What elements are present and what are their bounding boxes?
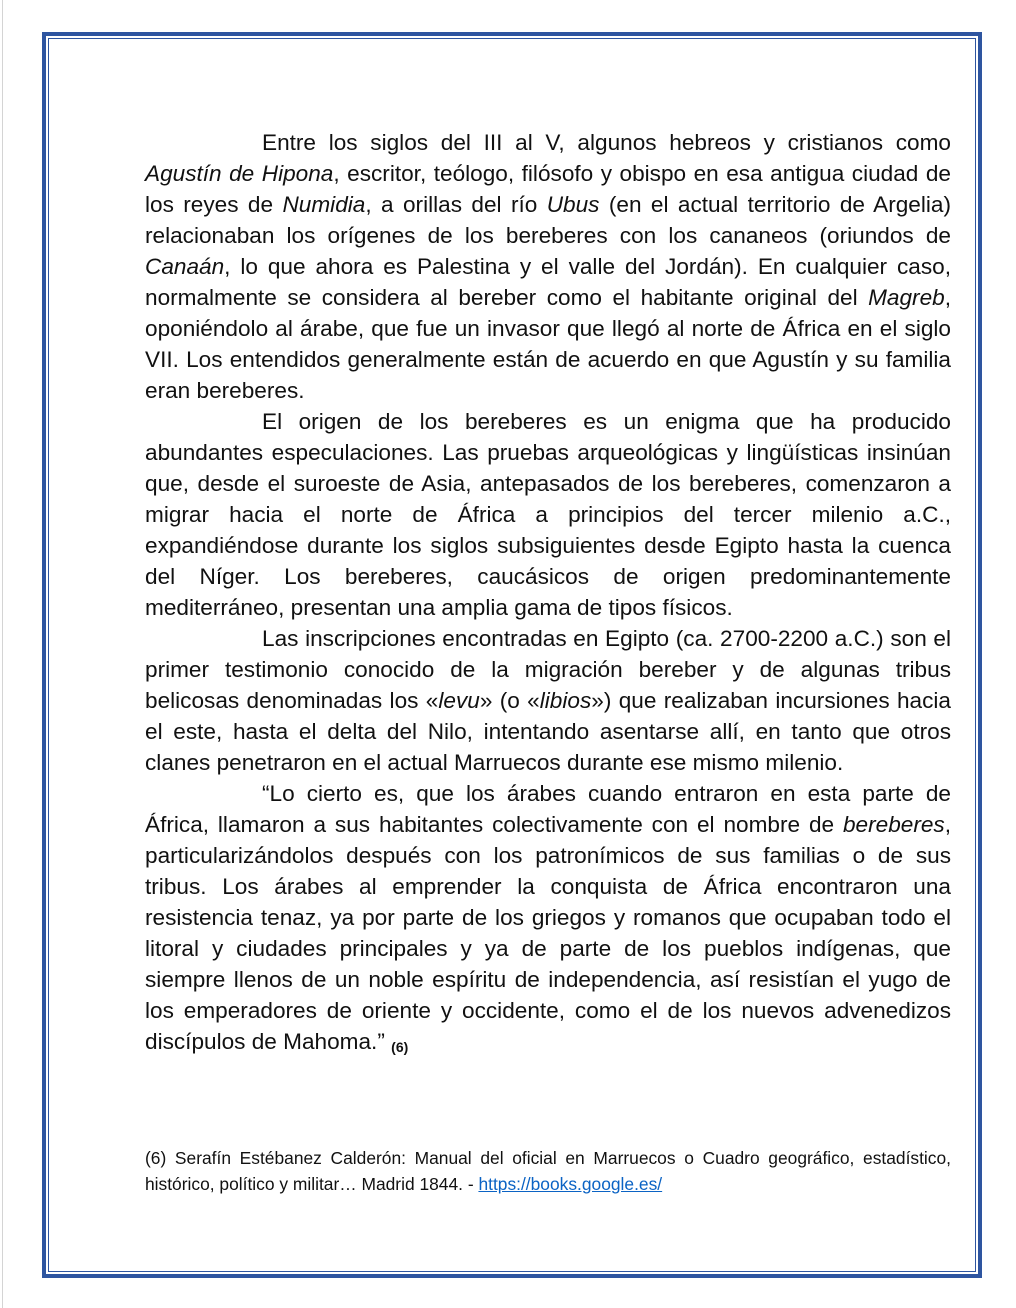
paragraph-text: ») que realizaban incursiones hacia el este, hasta el delta del Nilo, intentando asentarse allí, en tanto que otros clanes penetraron en el actual Marruecos durante ese mismo milenio. bbox=[145, 688, 951, 775]
footnote-link[interactable]: https://books.google.es/ bbox=[478, 1174, 663, 1194]
paragraph-quote bbox=[145, 778, 951, 1063]
paragraph-text: , particularizándolos después con los patronímicos de sus familias o de sus tribus. Los árabes al emprender la conquista de África encontraron una resistencia tenaz, ya por parte de los griegos y romanos que ocupaban todo el litoral y ciudades principales y ya de parte de los pueblos indígenas, que siempre llenos de un noble espíritu de independencia, así resistían el yugo de los emperadores de oriente y occidente, como el de los nuevos advenedizos discípulos de Mahoma.” bbox=[145, 812, 951, 1054]
paragraph-agustin bbox=[145, 127, 951, 406]
paragraph-text: » (o « bbox=[479, 688, 540, 713]
footnote-reference: (6) bbox=[391, 1039, 409, 1055]
paragraph-text: “Lo cierto es, que los árabes cuando entraron en esta parte de África, llamaron a sus habitantes colectivamente con el nombre de bbox=[145, 781, 951, 837]
italic-term: Magreb bbox=[868, 285, 945, 310]
paragraph-text: Entre los siglos del III al V, algunos hebreos y cristianos como bbox=[262, 130, 951, 155]
paragraph-text: , escritor, teólogo, filósofo y obispo en esa antigua ciudad de los reyes de bbox=[145, 161, 951, 217]
italic-term: Ubus bbox=[546, 192, 600, 217]
body-text bbox=[145, 127, 951, 1063]
italic-term: levu bbox=[438, 688, 480, 713]
paragraph-text: , oponiéndolo al árabe, que fue un invasor que llegó al norte de África en el siglo VII. Los entendidos generalmente están de acuerdo en que Agustín y su familia eran bereberes. bbox=[145, 285, 951, 403]
italic-term: bereberes bbox=[842, 812, 945, 837]
italic-term: Agustín de Hipona bbox=[145, 161, 334, 186]
paragraph-text: , a orillas del río bbox=[365, 192, 547, 217]
footnote-text: (6) Serafín Estébanez Calderón: Manual del oficial en Marruecos o Cuadro geográfico, estadístico, histórico, político y militar… Madrid 1844. - bbox=[145, 1148, 951, 1194]
paragraph-inscripciones bbox=[145, 623, 951, 778]
footnote bbox=[145, 1145, 951, 1197]
italic-term: Numidia bbox=[282, 192, 366, 217]
page-edge-rule bbox=[2, 0, 3, 1308]
paragraph-origen: El origen de los bereberes es un enigma que ha producido abundantes especulaciones. Las pruebas arqueológicas y lingüísticas insinúan que, desde el suroeste de Asia, antepasados de los bereberes, comenzaron a migrar hacia el norte de África a principios del tercer milenio a.C., expandiéndose durante los siglos subsiguientes desde Egipto hasta la cuenca del Níger. Los bereberes, caucásicos de origen predominantemente mediterráneo, presentan una amplia gama de tipos físicos. bbox=[145, 409, 951, 620]
paragraph-text: , lo que ahora es Palestina y el valle del Jordán). En cualquier caso, normalmente se considera al bereber como el habitante original del bbox=[145, 254, 951, 310]
paragraph-text: Las inscripciones encontradas en Egipto (ca. 2700-2200 a.C.) son el primer testimonio conocido de la migración bereber y de algunas tribus belicosas denominadas los « bbox=[145, 626, 951, 713]
paragraph-text: (en el actual territorio de Argelia) relacionaban los orígenes de los bereberes con los cananeos (oriundos de bbox=[145, 192, 951, 248]
italic-term: Canaán bbox=[145, 254, 225, 279]
italic-term: libios bbox=[539, 688, 592, 713]
